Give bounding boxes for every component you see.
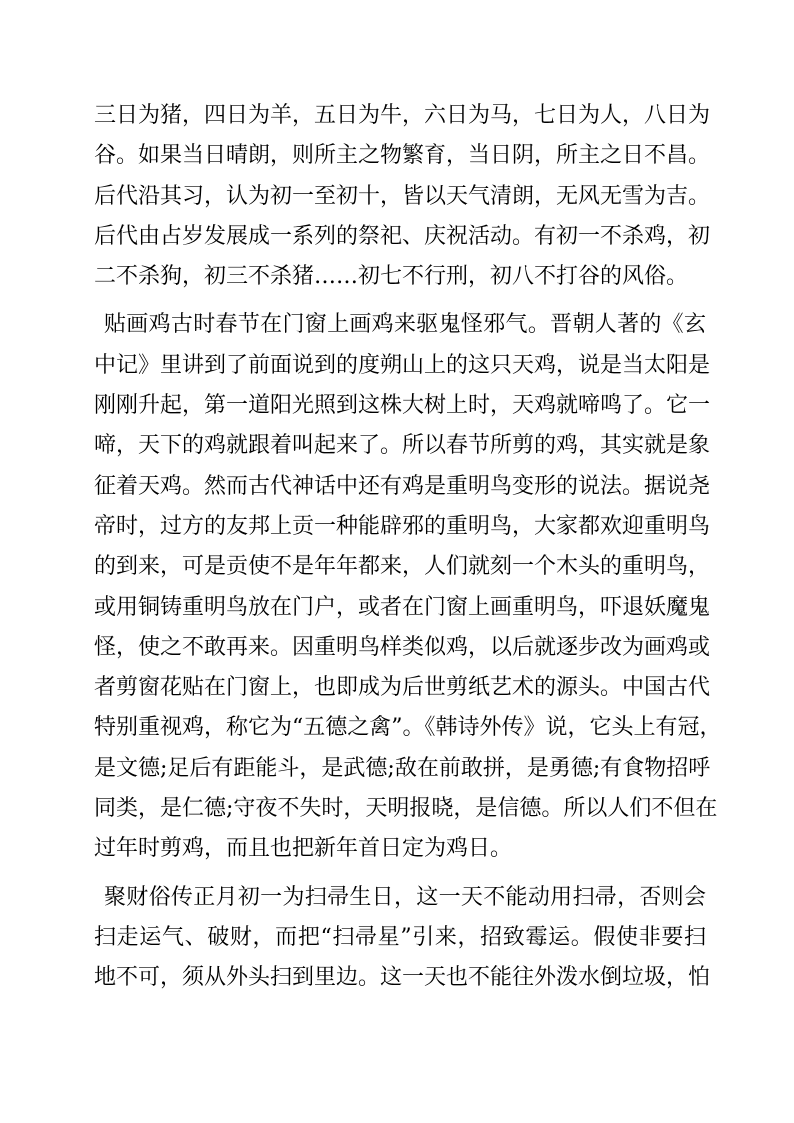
text-line: 同类，是仁德;守夜不失时，天明报晓，是信德。所以人们不但在 — [94, 796, 718, 822]
text-line: 的到来，可是贡使不是年年都来，人们就刻一个木头的重明鸟， — [94, 554, 711, 580]
paragraph-gather-wealth — [94, 878, 711, 999]
text-line: 谷。如果当日晴朗，则所主之物繁育，当日阴，所主之日不昌。 — [94, 143, 711, 169]
text-line: 过年时剪鸡，而且也把新年首日定为鸡日。 — [94, 836, 513, 862]
text-line: 地不可，须从外头扫到里边。这一天也不能往外泼水倒垃圾，怕 — [94, 965, 711, 991]
text-line: 扫走运气、破财，而把“扫帚星”引来，招致霉运。假使非要扫 — [94, 924, 706, 950]
text-line: 三日为猪，四日为羊，五日为牛，六日为马，七日为人，八日为 — [94, 103, 711, 128]
text-line: 贴画鸡古时春节在门窗上画鸡来驱鬼怪邪气。晋朝人著的《玄 — [104, 312, 706, 338]
text-line: 聚财俗传正月初一为扫帚生日，这一天不能动用扫帚，否则会 — [104, 884, 706, 910]
text-line: 怪，使之不敢再来。因重明鸟样类似鸡，以后就逐步改为画鸡或 — [94, 634, 711, 660]
paragraph-new-year-days — [94, 96, 711, 297]
paragraph-paste-chicken — [94, 305, 722, 869]
text-line: 或用铜铸重明鸟放在门户，或者在门窗上画重明鸟，吓退妖魔鬼 — [94, 594, 711, 620]
body-text — [94, 96, 722, 999]
text-line: 帝时，过方的友邦上贡一种能辟邪的重明鸟，大家都欢迎重明鸟 — [94, 513, 711, 539]
text-line: 啼，天下的鸡就跟着叫起来了。所以春节所剪的鸡，其实就是象 — [94, 433, 711, 459]
text-line: 特别重视鸡，称它为“五德之禽”。《韩诗外传》说，它头上有冠， — [94, 715, 722, 741]
text-line: 后代由占岁发展成一系列的祭祀、庆祝活动。有初一不杀鸡，初 — [94, 223, 711, 249]
text-line: 征着天鸡。然而古代神话中还有鸡是重明鸟变形的说法。据说尧 — [94, 473, 711, 499]
text-line: 是文德;足后有距能斗，是武德;敌在前敢拼，是勇德;有食物招呼 — [94, 755, 711, 781]
text-line: 刚刚升起，第一道阳光照到这株大树上时，天鸡就啼鸣了。它一 — [94, 393, 711, 419]
text-line: 中记》里讲到了前面说到的度朔山上的这只天鸡，说是当太阳是 — [94, 352, 711, 378]
text-line: 者剪窗花贴在门窗上，也即成为后世剪纸艺术的源头。中国古代 — [94, 675, 711, 701]
text-line: 二不杀狗，初三不杀猪……初七不行刑，初八不打谷的风俗。 — [94, 264, 689, 290]
text-line: 后代沿其习，认为初一至初十，皆以天气清朗，无风无雪为吉。 — [94, 183, 711, 209]
